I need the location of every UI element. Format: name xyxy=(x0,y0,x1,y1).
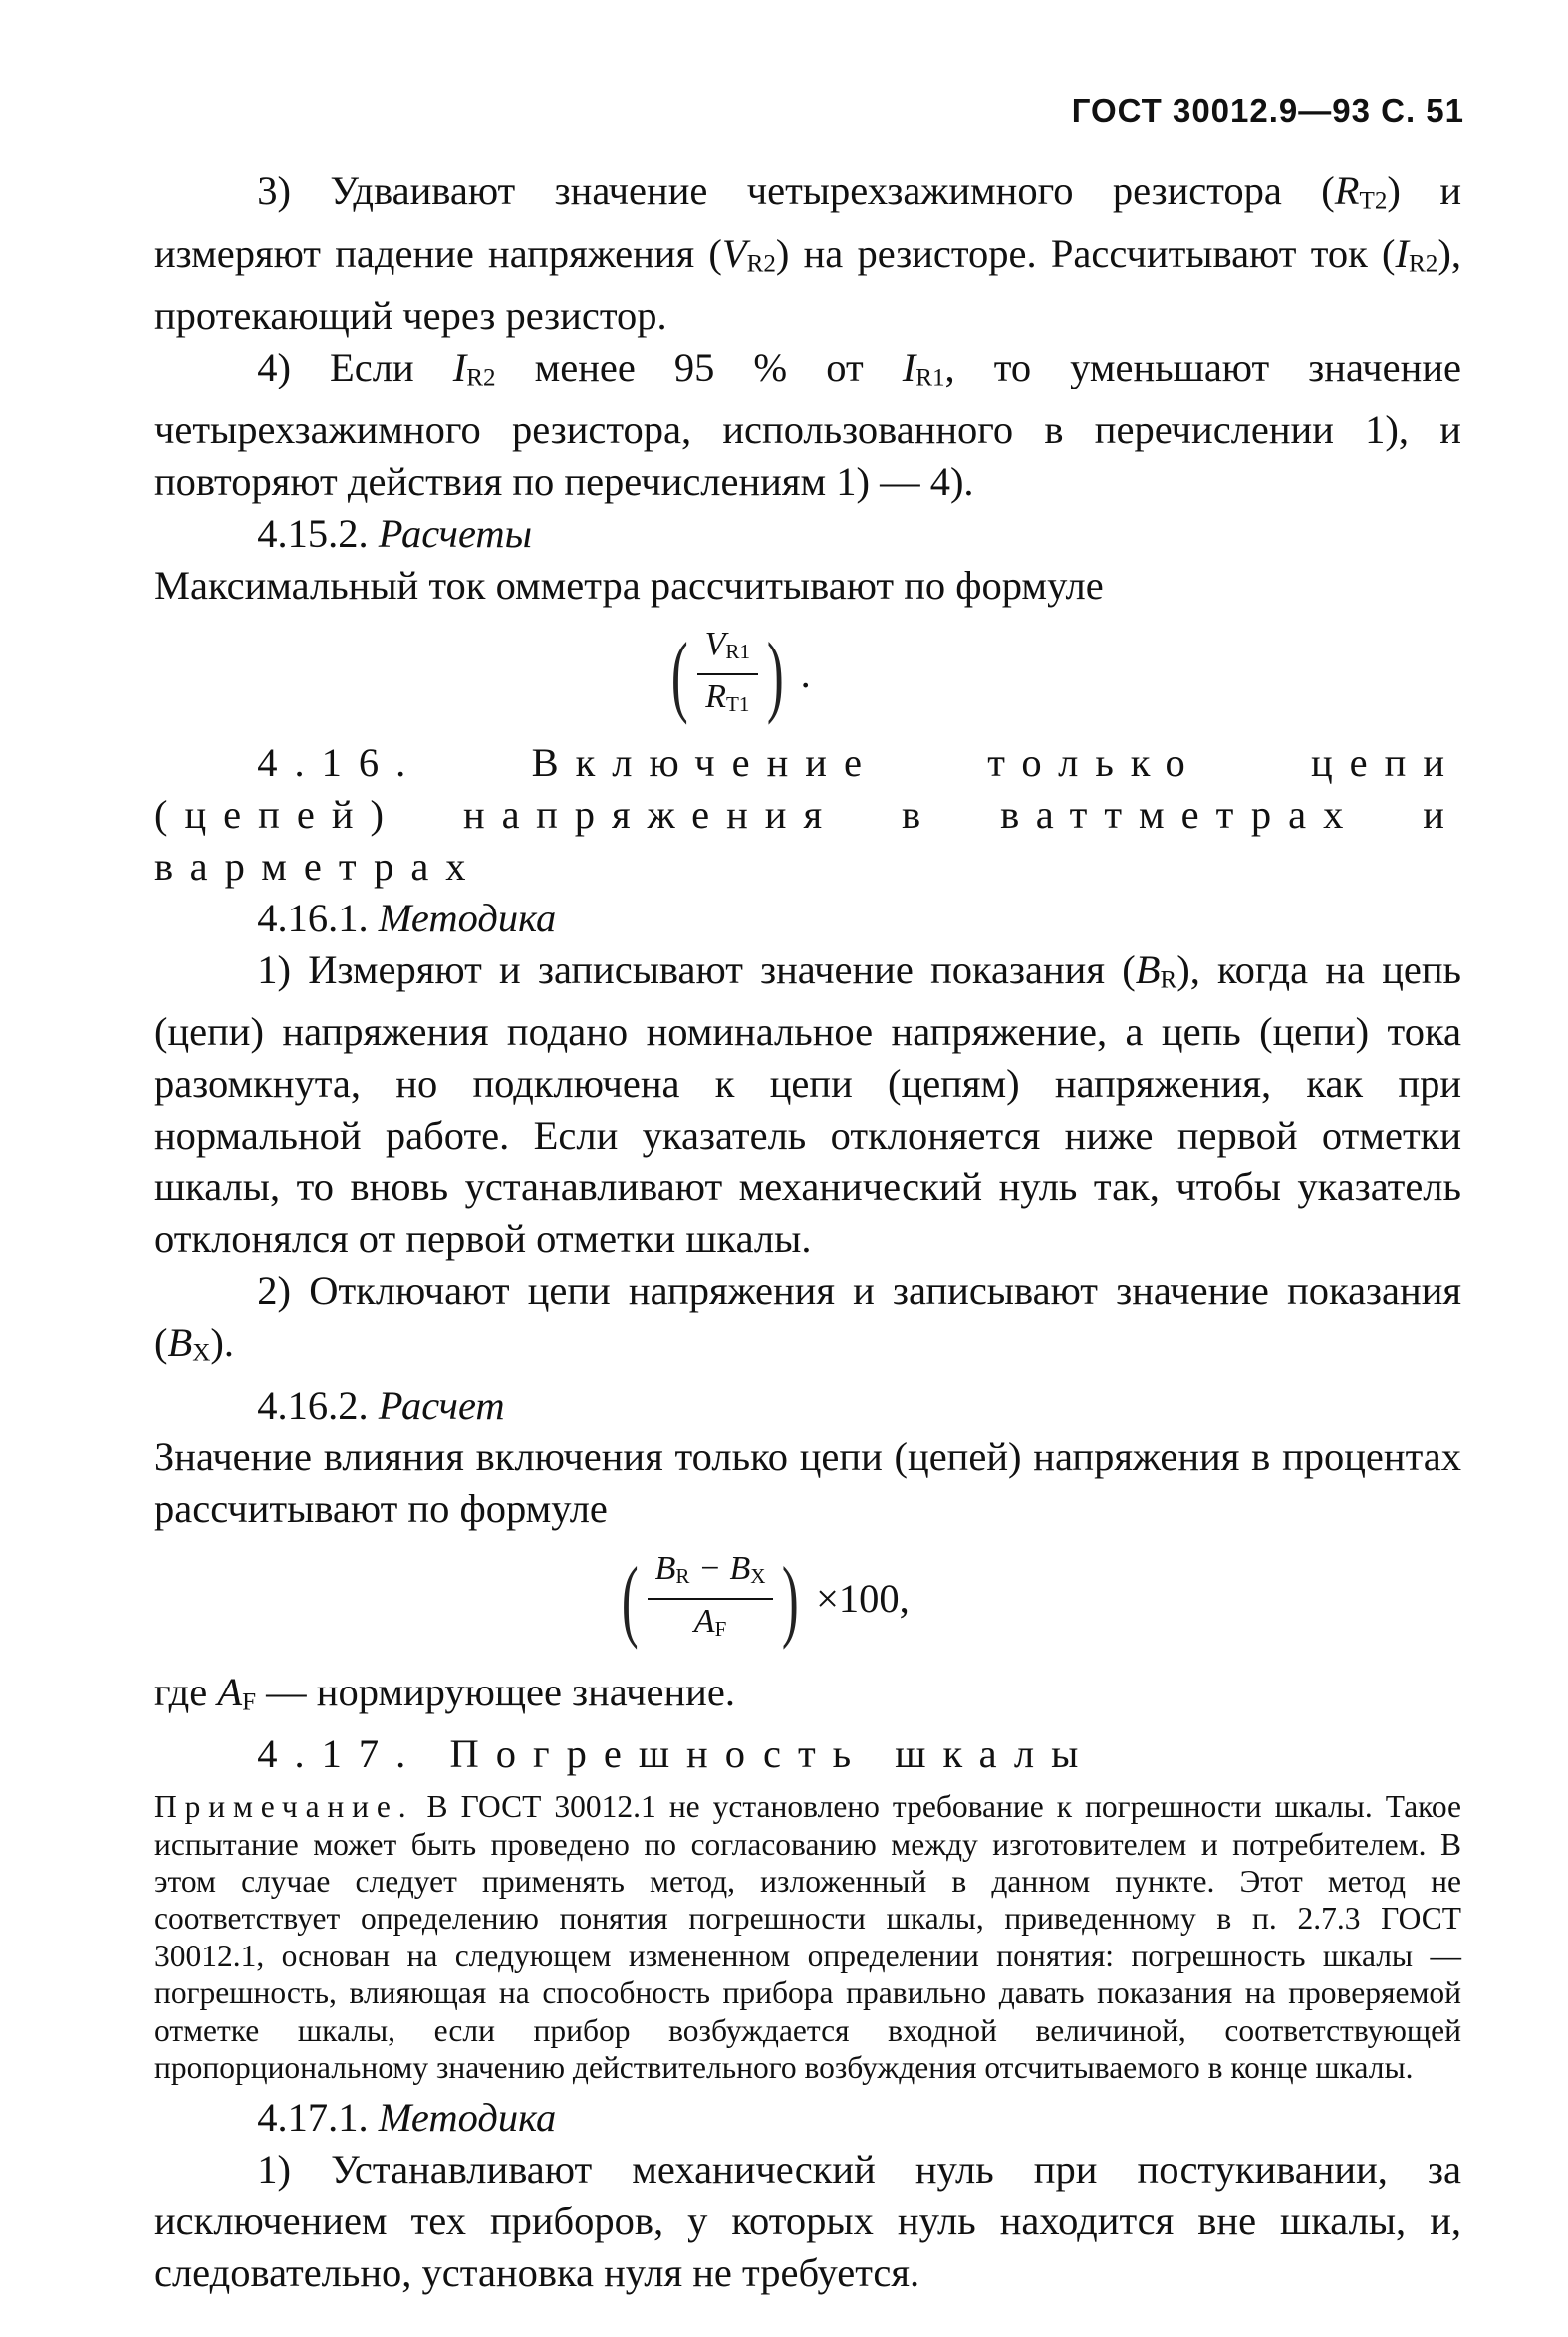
section-heading-4-15-2: 4.15.2. Расчеты xyxy=(257,510,533,556)
math-subscript: R2 xyxy=(466,364,496,391)
fraction-bar xyxy=(697,673,758,675)
page-header: ГОСТ 30012.9—93 С. 51 xyxy=(1071,92,1464,129)
rich-text: 4) Если IR2 менее 95 % от IR1, то уменьшают значение четырехзажимного резистора, использованного в перечислении 1), и повторяют действия по перечислениям 1) — 4). xyxy=(154,345,1461,504)
numerator xyxy=(648,1549,774,1596)
math-variable: A xyxy=(217,1669,243,1714)
math-subscript: R1 xyxy=(915,364,945,391)
paragraph-influence: Значение влияния включения только цепи (цепей) напряжения в процентах рассчитывают по формуле xyxy=(154,1433,1461,1531)
math-subscript: X xyxy=(192,1339,211,1367)
section-heading-4-16-1: 4.16.1. Методика xyxy=(257,895,557,940)
math-subscript: F xyxy=(242,1688,257,1716)
paragraph-16-step-2 xyxy=(154,1265,1461,1380)
rich-text: 2) Отключают цепи напряжения и записывают значение показания (BX). xyxy=(154,1268,1461,1367)
paragraph-16-step-1 xyxy=(154,944,1461,1266)
paragraph-step-3 xyxy=(154,165,1461,342)
math-subscript: T2 xyxy=(1359,187,1388,215)
left-parenthesis: ( xyxy=(670,623,688,725)
math-variable: B xyxy=(167,1320,193,1366)
math-variable: I xyxy=(1395,230,1410,276)
math-subscript: R2 xyxy=(1409,250,1438,278)
fraction xyxy=(648,1549,774,1649)
math-subscript: R2 xyxy=(746,250,776,278)
paragraph-max-current: Максимальный ток омметра рассчитывают по формуле xyxy=(154,562,1104,608)
math-subscript: R xyxy=(1160,966,1177,994)
rich-text: BR − BX xyxy=(654,1549,766,1588)
rich-text: 3) Удваивают значение четырехзажимного резистора (RT2) и измеряют падение напряжения (VR2) на резисторе. Рассчитывают ток (IR2), протекающий через резистор. xyxy=(154,168,1461,339)
paragraph-where xyxy=(154,1667,1461,1729)
paragraph-step-4 xyxy=(154,342,1461,508)
numerator: VR1 xyxy=(704,625,751,663)
section-heading-4-17: 4.17. Погрешность шкалы xyxy=(257,1731,1096,1777)
note-block xyxy=(154,1788,1461,2086)
formula-suffix: ×100, xyxy=(816,1575,910,1621)
math-variable: R xyxy=(1334,168,1360,213)
math-variable: I xyxy=(902,345,916,390)
right-parenthesis: ) xyxy=(766,623,784,725)
math-variable: I xyxy=(452,345,467,390)
fraction xyxy=(697,625,758,724)
math-subscript: X xyxy=(750,1563,766,1588)
denominator: AF xyxy=(693,1602,727,1641)
math-variable: V xyxy=(721,230,747,276)
paragraph-17-step-1: 1) Устанавливают механический нуль при постукивании, за исключением тех приборов, у которых нуль находится вне шкалы, и, следовательно, установка нуля не требуется. xyxy=(154,2147,1461,2296)
math-subscript: R xyxy=(675,1563,690,1588)
section-heading-4-16: 4.16. Включение только цепи (цепей) напряжения в ваттметрах и варметрах xyxy=(154,739,1461,889)
formula-suffix: . xyxy=(800,650,811,696)
note-label: Примечание. xyxy=(154,1789,414,1825)
formula-max-current xyxy=(154,616,1461,733)
left-parenthesis: ( xyxy=(621,1547,639,1650)
rich-text: 1) Измеряют и записывают значение показания (BR), когда на цепь (цепи) напряжения подано номинальное напряжение, а цепь (цепи) тока разомкнута, но подключена к цепи (цепям) напряжения, как при нормальной работе. Если указатель отклоняется ниже первой отметки шкалы, то вновь устанавливают механический нуль так, чтобы указатель отклонялся от первой отметки шкалы. xyxy=(154,946,1461,1262)
page-body xyxy=(154,165,1461,2299)
math-variable: B xyxy=(729,1549,751,1587)
right-parenthesis: ) xyxy=(782,1547,800,1650)
math-variable: B xyxy=(654,1549,676,1587)
rich-text: где AF — нормирующее значение. xyxy=(154,1669,735,1716)
section-heading-4-17-1: 4.17.1. Методика xyxy=(257,2095,557,2141)
section-heading-4-16-2: 4.16.2. Расчет xyxy=(257,1382,505,1428)
fraction-bar xyxy=(648,1598,774,1600)
formula-influence xyxy=(154,1537,1461,1661)
denominator: RT1 xyxy=(705,677,750,716)
note-text: В ГОСТ 30012.1 не установлено требование к погрешности шкалы. Такое испытание может быть проведено по согласованию между изготовителем и потребителем. В этом случае следует применять метод, изложенный в данном пункте. Этот метод не соответствует определению понятия погрешности шкалы, приведенному в п. 2.7.3 ГОСТ 30012.1, основан на следующем измененном определении понятия: погрешность шкалы — погрешность, влияющая на способность прибора правильно давать показания на проверяемой отметке шкалы, если прибор возбуждается входной величиной, соответствующей пропорциональному значению действительного возбуждения отсчитываемого в конце шкалы. xyxy=(154,1789,1461,2085)
math-variable: B xyxy=(1135,946,1161,992)
